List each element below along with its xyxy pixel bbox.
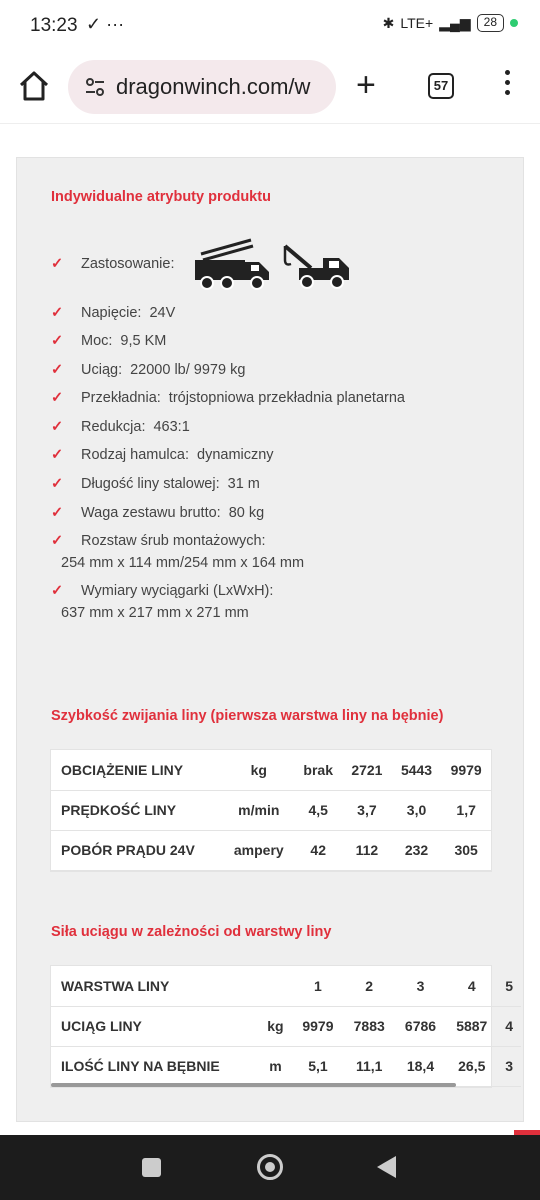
- attribute-value: 637 mm x 217 mm x 271 mm: [61, 605, 249, 621]
- attribute-label: Wymiary wyciągarki (LxWxH):: [81, 583, 274, 599]
- table-cell: 2721: [342, 750, 392, 790]
- table-cell: 26,5: [446, 1046, 497, 1086]
- table-cell: 18,4: [395, 1046, 446, 1086]
- table-row: [51, 790, 491, 830]
- clock: 13:23: [30, 15, 78, 36]
- attribute-item: [51, 362, 245, 378]
- product-attributes-card: [16, 157, 524, 1122]
- row-header: POBÓR PRĄDU 24V: [51, 830, 223, 870]
- attribute-value: dynamiczny: [197, 447, 274, 463]
- attribute-value: 9,5 KM: [120, 333, 167, 349]
- bluetooth-icon: ✱: [382, 14, 395, 31]
- overflow-menu-icon[interactable]: [500, 70, 514, 102]
- attribute-usage: [51, 256, 175, 272]
- status-bar: [0, 0, 540, 52]
- table-cell: 5887: [446, 1006, 497, 1046]
- table-cell: 9979: [441, 750, 491, 790]
- attribute-value: 463:1: [153, 419, 190, 435]
- table-cell: 3: [497, 1046, 521, 1086]
- attribute-label: Waga zestawu brutto:: [81, 505, 221, 521]
- table-cell: kg: [223, 750, 294, 790]
- table-scrollbar[interactable]: [51, 1083, 456, 1087]
- table-cell: 3: [395, 966, 446, 1006]
- home-nav-icon[interactable]: [257, 1154, 283, 1180]
- lte-label: LTE+: [400, 15, 434, 31]
- privacy-dot-icon: [510, 19, 518, 27]
- recents-icon[interactable]: [142, 1158, 161, 1177]
- table-row: [51, 1046, 521, 1086]
- address-bar[interactable]: [68, 60, 336, 114]
- row-header: ILOŚĆ LINY NA BĘBNIE: [51, 1046, 259, 1086]
- check-icon: ✓: [51, 447, 64, 463]
- table-cell: ampery: [223, 830, 294, 870]
- table-cell: m/min: [223, 790, 294, 830]
- row-header: WARSTWA LINY: [51, 966, 259, 1006]
- table-cell: 42: [294, 830, 342, 870]
- table-cell: 1,7: [441, 790, 491, 830]
- attribute-value: trójstopniowa przekładnia planetarna: [168, 390, 405, 406]
- attribute-label: Uciąg:: [81, 362, 123, 378]
- table-cell: 2: [344, 966, 395, 1006]
- table-cell: 305: [441, 830, 491, 870]
- table-cell: 6786: [395, 1006, 446, 1046]
- table-cell: [259, 966, 293, 1006]
- attribute-value: 24V: [149, 305, 176, 321]
- table-cell: m: [259, 1046, 293, 1086]
- home-icon[interactable]: [16, 68, 52, 104]
- system-nav-bar: [0, 1135, 540, 1200]
- table-cell: 4: [497, 1006, 521, 1046]
- signal-icon: ▂▄▆: [439, 14, 471, 31]
- attribute-item: [51, 533, 304, 571]
- tab-switcher-button[interactable]: 57: [428, 73, 454, 99]
- table-cell: 5,1: [292, 1046, 343, 1086]
- table-cell: 232: [392, 830, 442, 870]
- attribute-value: 31 m: [227, 476, 260, 492]
- attribute-label: Rodzaj hamulca:: [81, 447, 189, 463]
- table-cell: 5: [497, 966, 521, 1006]
- check-icon: ✓: [51, 419, 64, 435]
- speed-heading: Szybkość zwijania liny (pierwsza warstwa liny na bębnie): [51, 708, 444, 724]
- table-row: [51, 1006, 521, 1046]
- table-cell: 7883: [344, 1006, 395, 1046]
- table-cell: 3,0: [392, 790, 442, 830]
- attribute-item: [51, 476, 260, 492]
- attributes-heading: Indywidualne atrybuty produktu: [51, 189, 271, 205]
- table-cell: 3,7: [342, 790, 392, 830]
- row-header: OBCIĄŻENIE LINY: [51, 750, 223, 790]
- attribute-item: [51, 447, 274, 463]
- attribute-value: 22000 lb/ 9979 kg: [130, 362, 246, 378]
- attribute-label: Napięcie:: [81, 305, 142, 321]
- row-header: PRĘDKOŚĆ LINY: [51, 790, 223, 830]
- attribute-item: [51, 390, 405, 406]
- row-header: UCIĄG LINY: [51, 1006, 259, 1046]
- check-icon: ✓: [51, 362, 64, 378]
- table-cell: 4,5: [294, 790, 342, 830]
- attribute-item: [51, 505, 264, 521]
- table-cell: brak: [294, 750, 342, 790]
- attribute-label: Przekładnia:: [81, 390, 161, 406]
- attribute-label: Długość liny stalowej:: [81, 476, 220, 492]
- new-tab-icon[interactable]: +: [356, 66, 376, 104]
- pull-heading: Siła uciągu w zależności od warstwy liny: [51, 924, 332, 940]
- attribute-label: Moc:: [81, 333, 113, 349]
- table-cell: 11,1: [344, 1046, 395, 1086]
- attribute-item: [51, 419, 190, 435]
- check-icon: ✓: [51, 476, 64, 492]
- table-row: [51, 966, 521, 1006]
- tow-truck-icon: [281, 240, 353, 292]
- usage-label: Zastosowanie:: [81, 256, 175, 272]
- pull-table[interactable]: [50, 965, 514, 1088]
- table-cell: 112: [342, 830, 392, 870]
- attribute-value: 80 kg: [228, 505, 265, 521]
- table-cell: 1: [292, 966, 343, 1006]
- table-row: [51, 830, 491, 870]
- url-text: dragonwinch.com/w: [116, 74, 311, 99]
- table-cell: 9979: [292, 1006, 343, 1046]
- check-icon: ✓: [51, 505, 64, 521]
- speed-table: [50, 749, 492, 872]
- table-cell: 4: [446, 966, 497, 1006]
- check-icon: ✓: [51, 390, 64, 406]
- check-icon: ✓: [51, 333, 64, 349]
- attribute-item: [51, 583, 281, 621]
- battery-icon: 28: [477, 14, 504, 32]
- system-icons: [383, 14, 518, 32]
- check-icon: ✓: [51, 256, 64, 272]
- site-settings-icon[interactable]: [84, 76, 106, 98]
- attribute-value: 254 mm x 114 mm/254 mm x 164 mm: [61, 555, 305, 571]
- browser-toolbar: [0, 52, 540, 124]
- back-icon[interactable]: [377, 1156, 396, 1178]
- attribute-item: [51, 333, 166, 349]
- attribute-label: Rozstaw śrub montażowych:: [81, 533, 266, 549]
- attribute-label: Redukcja:: [81, 419, 146, 435]
- notification-icons: ✓ ···: [86, 14, 125, 34]
- check-icon: ✓: [51, 583, 64, 599]
- table-cell: 5443: [392, 750, 442, 790]
- fire-truck-icon: [193, 236, 273, 292]
- table-cell: kg: [259, 1006, 293, 1046]
- table-row: [51, 750, 491, 790]
- attribute-item: [51, 305, 175, 321]
- check-icon: ✓: [51, 533, 64, 549]
- check-icon: ✓: [51, 305, 64, 321]
